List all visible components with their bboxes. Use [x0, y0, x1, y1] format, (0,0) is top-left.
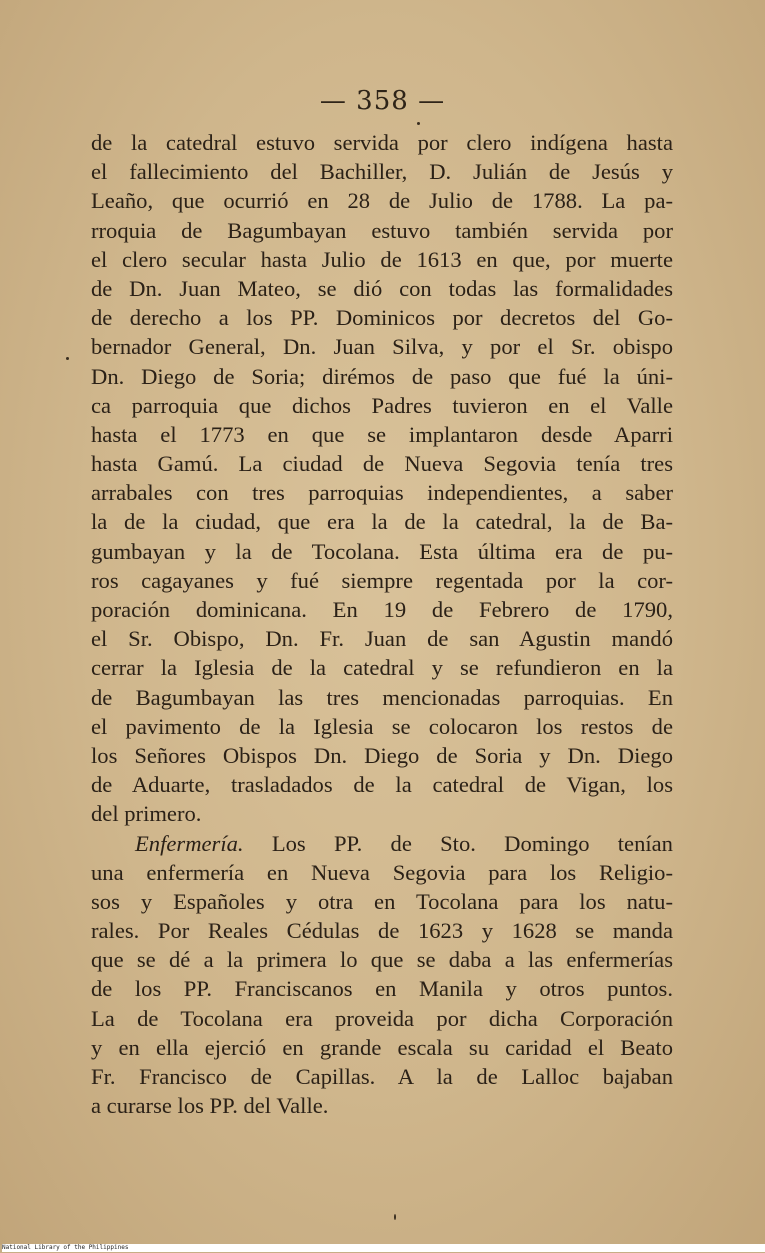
text-line: de la catedral estuvo servida por clero indígena hasta [91, 130, 673, 155]
text-line: poración dominicana. En 19 de Febrero de 1790, [91, 597, 673, 622]
library-watermark: National Library of the Philippines [2, 1244, 765, 1252]
text-line: rales. Por Reales Cédulas de 1623 y 1628 se manda [91, 918, 673, 944]
text-line: cerrar la Iglesia de la catedral y se refundieron en la [91, 655, 673, 681]
text-line: del primero. [91, 801, 202, 827]
text-line: arrabales con tres parroquias independientes, a saber [91, 480, 673, 506]
text-line: Dn. Diego de Soria; dirémos de paso que fué la úni- [91, 363, 673, 389]
text-line: de Bagumbayan las tres mencionadas parroquias. En [91, 684, 673, 710]
text-line: el fallecimiento del Bachiller, D. Julián de Jesús y [91, 159, 673, 185]
text-line: Fr. Francisco de Capillas. A la de Lalloc bajaban [91, 1064, 673, 1089]
paper-speck [417, 122, 420, 125]
paper-speck [66, 357, 69, 360]
text-line: y en ella ejerció en grande escala su caridad el Beato [91, 1034, 673, 1060]
page-number: — 358 — [319, 86, 446, 116]
text-line: hasta Gamú. La ciudad de Nueva Segovia tenía tres [91, 451, 673, 477]
text-line: La de Tocolana era proveida por dicha Corporación [91, 1005, 673, 1031]
paragraph-2-first-line [91, 829, 673, 858]
paper-speck [394, 1214, 396, 1220]
text-fragment: Los PP. de Sto. Domingo tenían [271, 830, 673, 856]
text-line: de los PP. Franciscanos en Manila y otros puntos. [91, 976, 673, 1002]
text-line: los Señores Obispos Dn. Diego de Soria y Dn. Diego [91, 742, 673, 768]
text-line: ros cagayanes y fué siempre regentada por la cor- [91, 567, 673, 593]
text-line: el clero secular hasta Julio de 1613 en que, por muerte [91, 246, 673, 272]
text-line: gumbayan y la de Tocolana. Esta última era de pu- [91, 538, 673, 564]
text-line: ca parroquia que dichos Padres tuvieron en el Valle [91, 392, 673, 418]
text-line: la de la ciudad, que era la de la catedral, la de Ba- [91, 509, 673, 535]
text-line: el pavimento de la Iglesia se colocaron los restos de [91, 713, 673, 739]
section-heading: Enfermería. [135, 830, 244, 856]
text-line: de Dn. Juan Mateo, se dió con todas las formalidades [91, 275, 673, 301]
text-line: rroquia de Bagumbayan estuvo también servida por [91, 217, 673, 243]
text-line: sos y Españoles y otra en Tocolana para los natu- [91, 888, 673, 914]
text-line: que se dé a la primera lo que se daba a las enfermerías [91, 947, 673, 973]
text-line: de derecho a los PP. Dominicos por decretos del Go- [91, 305, 673, 331]
text-line: Leaño, que ocurrió en 28 de Julio de 1788. La pa- [91, 188, 673, 214]
text-line: a curarse los PP. del Valle. [91, 1093, 329, 1119]
text-line: bernador General, Dn. Juan Silva, y por el Sr. obispo [91, 334, 673, 360]
body-text [91, 128, 673, 1120]
text-line: el Sr. Obispo, Dn. Fr. Juan de san Agustin mandó [91, 626, 673, 652]
text-line: de Aduarte, trasladados de la catedral de Vigan, los [91, 772, 673, 798]
text-line: hasta el 1773 en que se implantaron desde Aparri [91, 421, 673, 447]
text-line: una enfermería en Nueva Segovia para los Religio- [91, 859, 673, 885]
